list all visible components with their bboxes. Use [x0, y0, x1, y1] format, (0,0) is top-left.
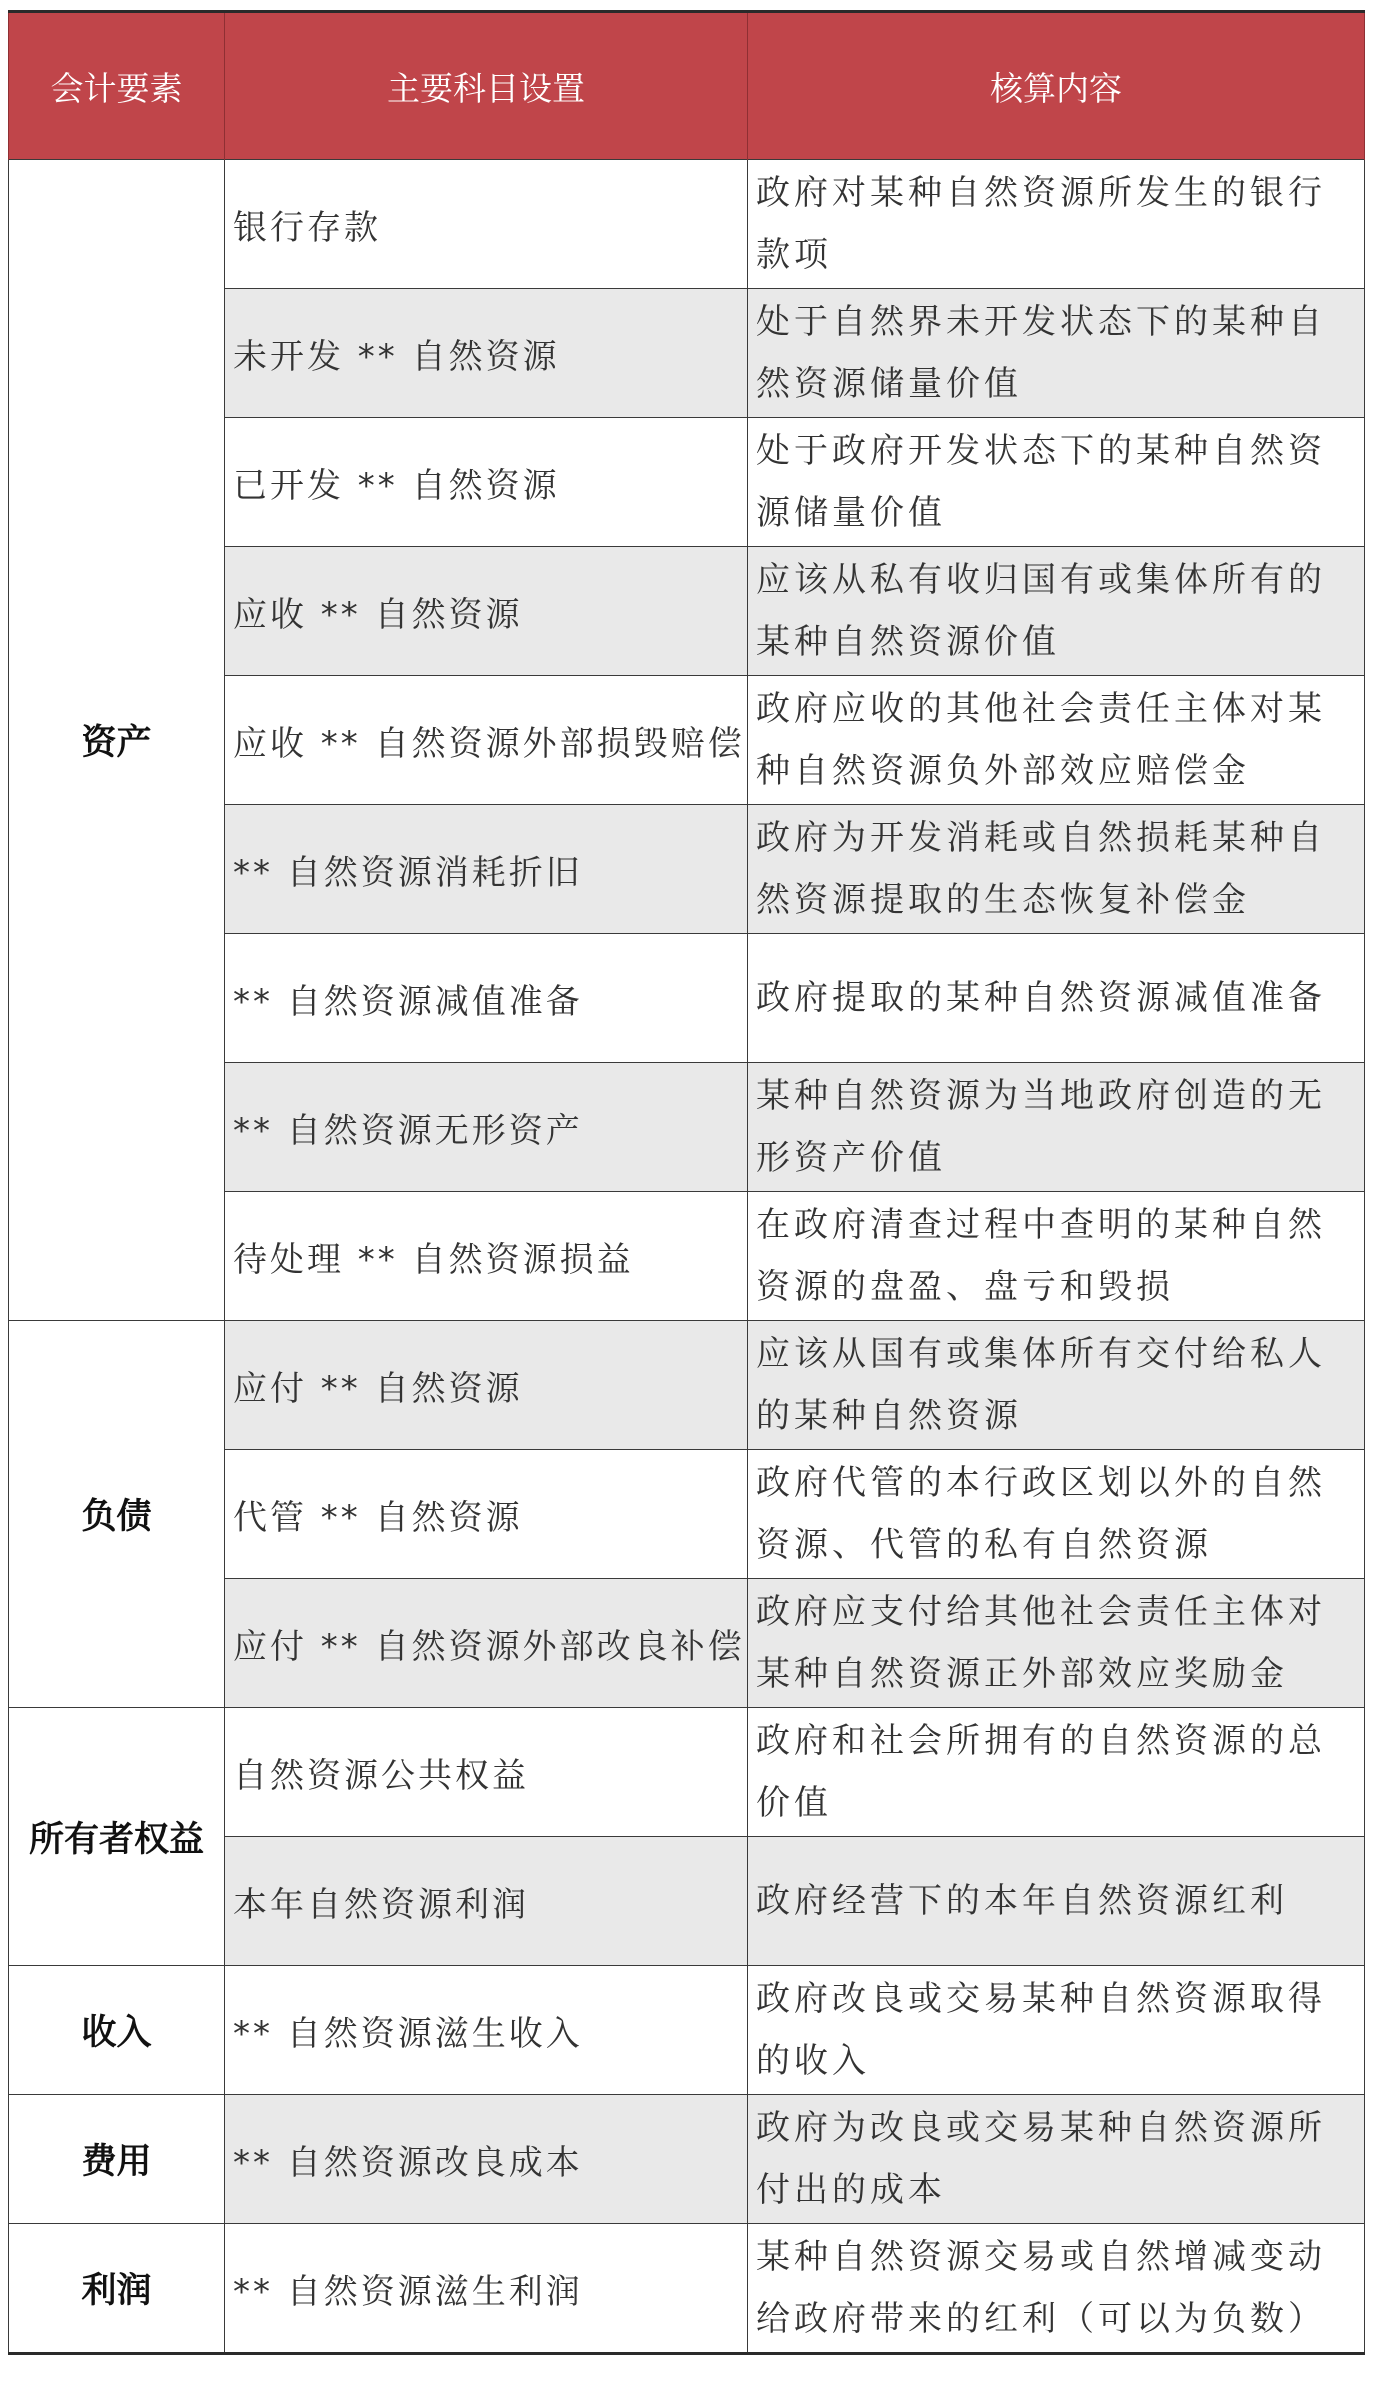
- table-row: [9, 2224, 1365, 2354]
- content-cell: 政府经营下的本年自然资源红利: [748, 1837, 1365, 1966]
- subject-cell: ** 自然资源无形资产: [225, 1063, 748, 1192]
- subject-cell: 应收 ** 自然资源外部损毁赔偿: [225, 676, 748, 805]
- table-row: [9, 1708, 1365, 1837]
- content-cell: 政府和社会所拥有的自然资源的总价值: [748, 1708, 1365, 1837]
- header-accounting-content: 核算内容: [748, 12, 1365, 160]
- accounting-element-cell: 所有者权益: [9, 1708, 225, 1966]
- subject-cell: 未开发 ** 自然资源: [225, 289, 748, 418]
- table-row: [9, 1966, 1365, 2095]
- content-cell: 政府应收的其他社会责任主体对某种自然资源负外部效应赔偿金: [748, 676, 1365, 805]
- content-cell: 处于政府开发状态下的某种自然资源储量价值: [748, 418, 1365, 547]
- accounting-element-cell: 资产: [9, 160, 225, 1321]
- content-cell: 政府对某种自然资源所发生的银行款项: [748, 160, 1365, 289]
- table-row: [9, 2095, 1365, 2224]
- content-cell: 处于自然界未开发状态下的某种自然资源储量价值: [748, 289, 1365, 418]
- subject-cell: ** 自然资源滋生利润: [225, 2224, 748, 2354]
- content-cell: 在政府清查过程中查明的某种自然资源的盘盈、盘亏和毁损: [748, 1192, 1365, 1321]
- subject-cell: 本年自然资源利润: [225, 1837, 748, 1966]
- table-header-row: [9, 12, 1365, 160]
- subject-cell: ** 自然资源改良成本: [225, 2095, 748, 2224]
- content-cell: 应该从国有或集体所有交付给私人的某种自然资源: [748, 1321, 1365, 1450]
- table-row: [9, 160, 1365, 289]
- content-cell: 政府为改良或交易某种自然资源所付出的成本: [748, 2095, 1365, 2224]
- content-cell: 政府提取的某种自然资源减值准备: [748, 934, 1365, 1063]
- content-cell: 政府改良或交易某种自然资源取得的收入: [748, 1966, 1365, 2095]
- header-accounting-element: 会计要素: [9, 12, 225, 160]
- subject-cell: 代管 ** 自然资源: [225, 1450, 748, 1579]
- header-main-subjects: 主要科目设置: [225, 12, 748, 160]
- subject-cell: 已开发 ** 自然资源: [225, 418, 748, 547]
- accounting-element-cell: 收入: [9, 1966, 225, 2095]
- subject-cell: ** 自然资源滋生收入: [225, 1966, 748, 2095]
- subject-cell: ** 自然资源减值准备: [225, 934, 748, 1063]
- accounting-table: [8, 10, 1365, 2355]
- table-row: [9, 1321, 1365, 1450]
- content-cell: 政府为开发消耗或自然损耗某种自然资源提取的生态恢复补偿金: [748, 805, 1365, 934]
- subject-cell: ** 自然资源消耗折旧: [225, 805, 748, 934]
- table-body: [9, 160, 1365, 2354]
- content-cell: 某种自然资源交易或自然增减变动给政府带来的红利（可以为负数）: [748, 2224, 1365, 2354]
- accounting-element-cell: 利润: [9, 2224, 225, 2354]
- subject-cell: 应收 ** 自然资源: [225, 547, 748, 676]
- content-cell: 应该从私有收归国有或集体所有的某种自然资源价值: [748, 547, 1365, 676]
- subject-cell: 待处理 ** 自然资源损益: [225, 1192, 748, 1321]
- subject-cell: 应付 ** 自然资源: [225, 1321, 748, 1450]
- subject-cell: 银行存款: [225, 160, 748, 289]
- content-cell: 政府代管的本行政区划以外的自然资源、代管的私有自然资源: [748, 1450, 1365, 1579]
- content-cell: 某种自然资源为当地政府创造的无形资产价值: [748, 1063, 1365, 1192]
- content-cell: 政府应支付给其他社会责任主体对某种自然资源正外部效应奖励金: [748, 1579, 1365, 1708]
- subject-cell: 自然资源公共权益: [225, 1708, 748, 1837]
- subject-cell: 应付 ** 自然资源外部改良补偿: [225, 1579, 748, 1708]
- accounting-element-cell: 负债: [9, 1321, 225, 1708]
- accounting-element-cell: 费用: [9, 2095, 225, 2224]
